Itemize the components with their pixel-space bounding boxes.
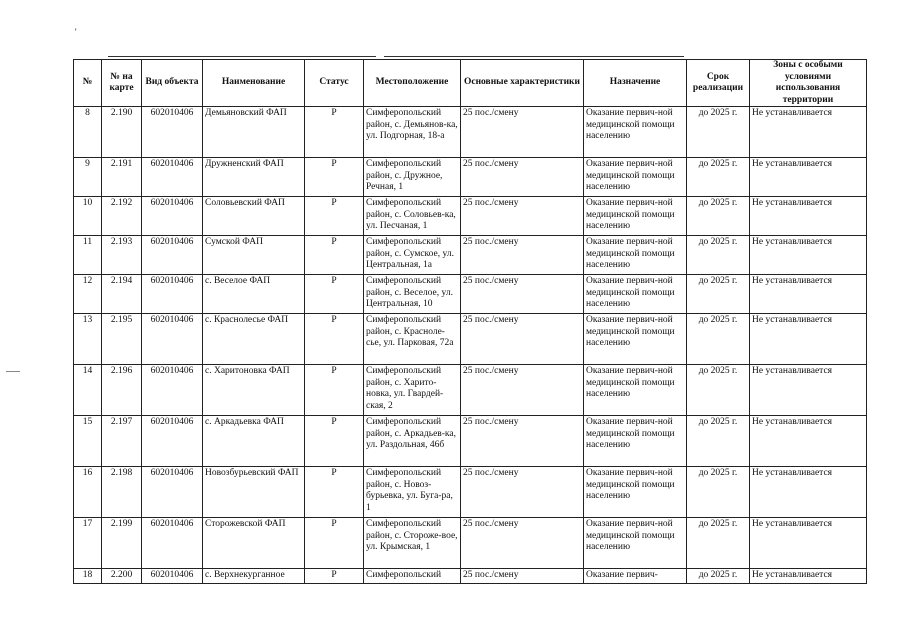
cell-zones: Не устанавливается [750, 236, 867, 275]
cell-characteristics: 25 пос./смену [461, 365, 584, 416]
cell-location: Симферопольский район, с. Красноле-сье, ул. Парковая, 72а [364, 314, 461, 365]
cell-number: 17 [74, 518, 102, 569]
cell-number: 8 [74, 107, 102, 158]
cell-name: Сумской ФАП [203, 236, 305, 275]
cell-purpose: Оказание первич-ной медицинской помощи населению [584, 107, 687, 158]
cell-number: 12 [74, 275, 102, 314]
cell-location: Симферопольский район, с. Дружное, Речная, 1 [364, 158, 461, 197]
cell-status: Р [305, 197, 364, 236]
table-row [74, 569, 867, 584]
cell-status: Р [305, 416, 364, 467]
cell-name: с. Верхнекурганное [203, 569, 305, 584]
cell-zones: Не устанавливается [750, 416, 867, 467]
cell-number: 13 [74, 314, 102, 365]
cell-characteristics: 25 пос./смену [461, 275, 584, 314]
cell-map-number: 2.194 [102, 275, 142, 314]
cell-term: до 2025 г. [687, 365, 750, 416]
cell-zones: Не устанавливается [750, 275, 867, 314]
cell-term: до 2025 г. [687, 107, 750, 158]
cell-name: Новозбурьевский ФАП [203, 467, 305, 518]
cell-name: с. Аркадьевка ФАП [203, 416, 305, 467]
cell-term: до 2025 г. [687, 416, 750, 467]
cell-status: Р [305, 107, 364, 158]
cell-characteristics: 25 пос./смену [461, 518, 584, 569]
table-row [74, 275, 867, 314]
table-row [74, 158, 867, 197]
cell-object-type: 602010406 [142, 158, 203, 197]
cell-object-type: 602010406 [142, 518, 203, 569]
cell-zones: Не устанавливается [750, 107, 867, 158]
col-header-name: Наименование [203, 60, 305, 107]
cell-number: 15 [74, 416, 102, 467]
cell-term: до 2025 г. [687, 467, 750, 518]
col-header-object-type: Вид объекта [142, 60, 203, 107]
cell-name: с. Краснолесье ФАП [203, 314, 305, 365]
cell-name: с. Веселое ФАП [203, 275, 305, 314]
cell-status: Р [305, 314, 364, 365]
cell-map-number: 2.193 [102, 236, 142, 275]
cell-status: Р [305, 569, 364, 584]
table-row [74, 365, 867, 416]
cell-location: Симферопольский район, с. Сумское, ул. Центральная, 1а [364, 236, 461, 275]
col-header-zones: Зоны с особыми условиями использования территории [750, 60, 867, 107]
cell-map-number: 2.196 [102, 365, 142, 416]
cell-purpose: Оказание первич-ной медицинской помощи населению [584, 314, 687, 365]
margin-mark [6, 371, 20, 372]
cell-location: Симферопольский район, с. Новоз-бурьевка, ул. Буга-ра, 1 [364, 467, 461, 518]
scan-rule-left [108, 56, 376, 57]
cell-map-number: 2.195 [102, 314, 142, 365]
col-header-term: Срок реализации [687, 60, 750, 107]
cell-location: Симферопольский район, с. Аркадьев-ка, ул. Раздольная, 46б [364, 416, 461, 467]
table-row [74, 197, 867, 236]
cell-purpose: Оказание первич-ной медицинской помощи населению [584, 275, 687, 314]
cell-object-type: 602010406 [142, 365, 203, 416]
cell-name: Сторожевской ФАП [203, 518, 305, 569]
col-header-characteristics: Основные характеристики [461, 60, 584, 107]
table-row [74, 314, 867, 365]
cell-purpose: Оказание первич-ной медицинской помощи населению [584, 197, 687, 236]
cell-location: Симферопольский район, с. Демьянов-ка, ул. Подгорная, 18-а [364, 107, 461, 158]
cell-characteristics: 25 пос./смену [461, 236, 584, 275]
cell-location: Симферопольский район, с. Харито-новка, ул. Гвардей-ская, 2 [364, 365, 461, 416]
cell-purpose: Оказание первич-ной медицинской помощи населению [584, 158, 687, 197]
scan-rule-right [384, 56, 684, 57]
cell-name: Демьяновский ФАП [203, 107, 305, 158]
cell-term: до 2025 г. [687, 314, 750, 365]
cell-number: 16 [74, 467, 102, 518]
table-row [74, 467, 867, 518]
cell-term: до 2025 г. [687, 518, 750, 569]
cell-zones: Не устанавливается [750, 518, 867, 569]
cell-map-number: 2.191 [102, 158, 142, 197]
cell-zones: Не устанавливается [750, 314, 867, 365]
cell-object-type: 602010406 [142, 236, 203, 275]
cell-zones: Не устанавливается [750, 158, 867, 197]
table-header-row [74, 60, 867, 107]
cell-purpose: Оказание первич- [584, 569, 687, 584]
scan-mark: ' [75, 27, 77, 37]
cell-location: Симферопольский район, с. Стороже-вое, ул. Крымская, 1 [364, 518, 461, 569]
cell-object-type: 602010406 [142, 275, 203, 314]
cell-purpose: Оказание первич-ной медицинской помощи населению [584, 416, 687, 467]
cell-purpose: Оказание первич-ной медицинской помощи населению [584, 467, 687, 518]
col-header-map-number: № на карте [102, 60, 142, 107]
cell-object-type: 602010406 [142, 314, 203, 365]
col-header-status: Статус [305, 60, 364, 107]
cell-number: 9 [74, 158, 102, 197]
cell-zones: Не устанавливается [750, 365, 867, 416]
cell-number: 14 [74, 365, 102, 416]
cell-purpose: Оказание первич-ной медицинской помощи населению [584, 518, 687, 569]
table-row [74, 107, 867, 158]
col-header-purpose: Назначение [584, 60, 687, 107]
cell-location: Симферопольский район, с. Веселое, ул. Центральная, 10 [364, 275, 461, 314]
cell-map-number: 2.190 [102, 107, 142, 158]
cell-map-number: 2.197 [102, 416, 142, 467]
cell-object-type: 602010406 [142, 467, 203, 518]
cell-term: до 2025 г. [687, 158, 750, 197]
cell-characteristics: 25 пос./смену [461, 467, 584, 518]
cell-characteristics: 25 пос./смену [461, 416, 584, 467]
cell-map-number: 2.198 [102, 467, 142, 518]
cell-purpose: Оказание первич-ной медицинской помощи населению [584, 365, 687, 416]
cell-characteristics: 25 пос./смену [461, 158, 584, 197]
cell-zones: Не устанавливается [750, 197, 867, 236]
col-header-location: Местоположение [364, 60, 461, 107]
table-row [74, 518, 867, 569]
cell-map-number: 2.200 [102, 569, 142, 584]
cell-number: 10 [74, 197, 102, 236]
cell-characteristics: 25 пос./смену [461, 569, 584, 584]
objects-table [73, 59, 867, 584]
cell-status: Р [305, 236, 364, 275]
col-header-number: № [74, 60, 102, 107]
cell-zones: Не устанавливается [750, 467, 867, 518]
cell-status: Р [305, 158, 364, 197]
cell-object-type: 602010406 [142, 416, 203, 467]
cell-name: Соловьевский ФАП [203, 197, 305, 236]
cell-status: Р [305, 365, 364, 416]
cell-status: Р [305, 467, 364, 518]
cell-number: 18 [74, 569, 102, 584]
cell-status: Р [305, 518, 364, 569]
cell-name: с. Харитоновка ФАП [203, 365, 305, 416]
cell-object-type: 602010406 [142, 107, 203, 158]
cell-name: Дружненский ФАП [203, 158, 305, 197]
cell-number: 11 [74, 236, 102, 275]
cell-object-type: 602010406 [142, 197, 203, 236]
cell-map-number: 2.192 [102, 197, 142, 236]
cell-term: до 2025 г. [687, 569, 750, 584]
table-row [74, 236, 867, 275]
cell-term: до 2025 г. [687, 236, 750, 275]
cell-term: до 2025 г. [687, 275, 750, 314]
cell-object-type: 602010406 [142, 569, 203, 584]
cell-characteristics: 25 пос./смену [461, 314, 584, 365]
cell-status: Р [305, 275, 364, 314]
cell-zones: Не устанавливается [750, 569, 867, 584]
cell-term: до 2025 г. [687, 197, 750, 236]
cell-location: Симферопольский [364, 569, 461, 584]
cell-characteristics: 25 пос./смену [461, 107, 584, 158]
cell-location: Симферопольский район, с. Соловьев-ка, ул. Песчаная, 1 [364, 197, 461, 236]
cell-map-number: 2.199 [102, 518, 142, 569]
cell-characteristics: 25 пос./смену [461, 197, 584, 236]
cell-purpose: Оказание первич-ной медицинской помощи населению [584, 236, 687, 275]
table-row [74, 416, 867, 467]
